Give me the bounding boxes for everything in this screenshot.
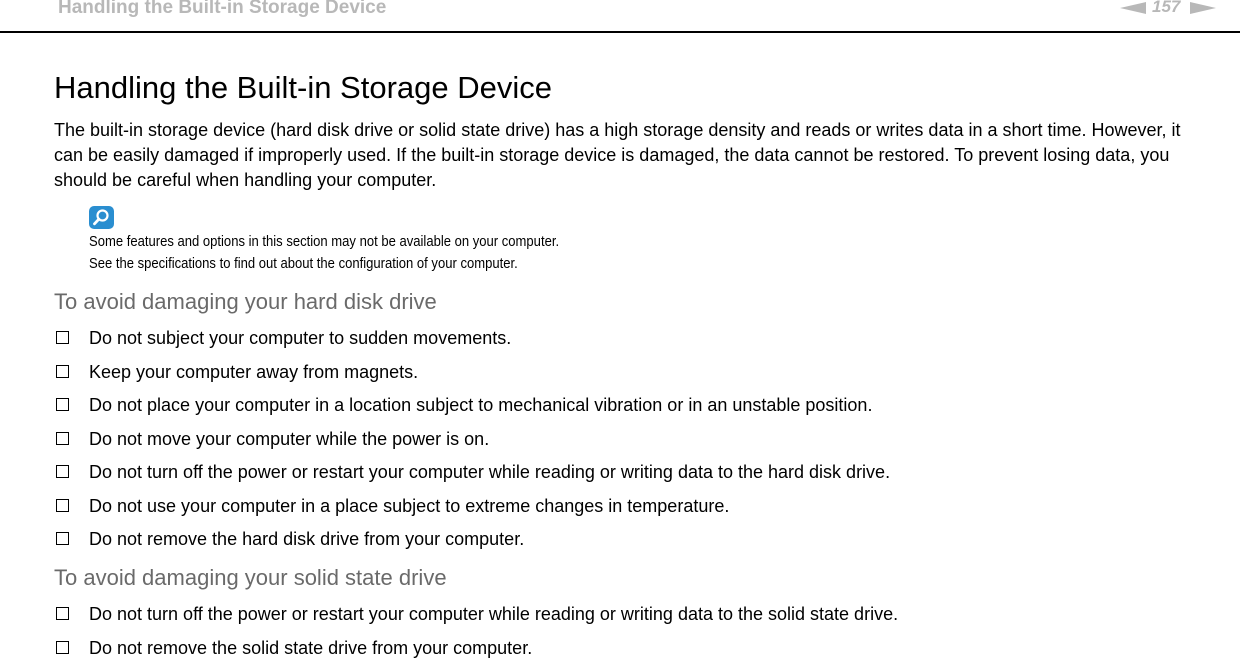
page-number: 157	[1152, 0, 1181, 16]
page-title: Handling the Built-in Storage Device	[54, 70, 552, 105]
checkbox-bullet-icon	[56, 365, 69, 378]
checkbox-bullet-icon	[56, 499, 69, 512]
section-heading-solid-state: To avoid damaging your solid state drive	[54, 565, 447, 590]
page-header	[0, 0, 1240, 33]
checkbox-bullet-icon	[56, 532, 69, 545]
checkbox-bullet-icon	[56, 398, 69, 411]
next-page-arrow-icon[interactable]	[1190, 2, 1216, 14]
section-heading-hard-disk: To avoid damaging your hard disk drive	[54, 289, 437, 314]
checkbox-bullet-icon	[56, 465, 69, 478]
checkbox-bullet-icon	[56, 641, 69, 654]
checkbox-bullet-icon	[56, 607, 69, 620]
checkbox-bullet-icon	[56, 331, 69, 344]
checkbox-bullet-icon	[56, 432, 69, 445]
note-text	[89, 231, 559, 275]
magnifier-icon	[89, 206, 114, 229]
note-line: See the specifications to find out about the configuration of your computer.	[89, 256, 518, 272]
intro-paragraph: The built-in storage device (hard disk drive or solid state drive) has a high storage density and reads or writes data in a short time. However, it can be easily damaged if improperly used. If the built-in storage device is damaged, the data cannot be restored. To prevent losing data, you should be careful when handling your computer.	[54, 120, 1181, 190]
previous-page-arrow-icon[interactable]	[1120, 2, 1146, 14]
page-navigation	[1120, 0, 1220, 20]
note-line: Some features and options in this section may not be available on your computer.	[89, 234, 560, 250]
header-title: Handling the Built-in Storage Device	[58, 0, 387, 18]
